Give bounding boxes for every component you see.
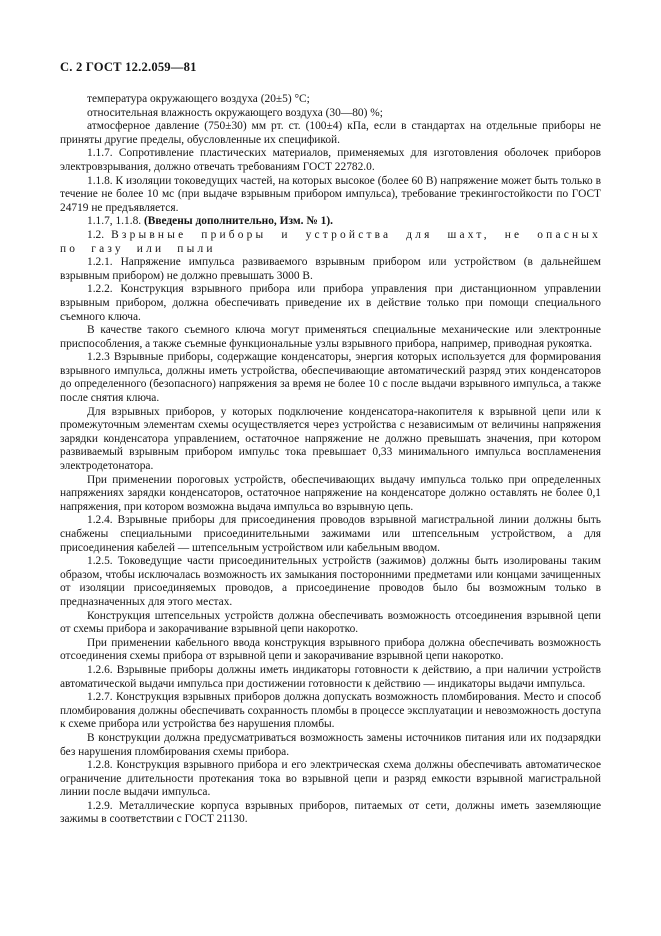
clause-1-2-3-note-1: Для взрывных приборов, у которых подключение конденсатора-накопителя к взрывной цепи или к промежуточным элементам схемы осуществляется через устройства с независимым от величины напряжения зарядки конденсатора управлением, остаточное напряжение не должно превышать значения, при котором развиваемый взрывным прибором импульс тока превышает 0,33 минимального импульса воспламенения электродетонатора. <box>60 405 601 473</box>
clause-1-2-7: 1.2.7. Конструкция взрывных приборов должна допускать возможность пломбирования. Место и способ пломбирования должны обеспечивать сохранность пломбы в процессе эксплуатации и невозможность доступа к схеме прибора или устройства без нарушения пломбы. <box>60 691 601 731</box>
clause-1-2-2-note: В качестве такого съемного ключа могут применяться специальные механические или электронные приспособления, а также съемные функциональные узлы взрывного прибора, например, приводная рукоятка. <box>60 324 601 350</box>
condition-pressure: атмосферное давление (750±30) мм рт. ст. (100±4) кПа, если в стандартах на отдельные приборы не приняты другие пределы, обусловленные их спецификой. <box>60 120 601 146</box>
clause-1-2-7-note: В конструкции должна предусматриваться возможность замены источников питания или их подзарядки без нарушения пломбирования схемы прибора. <box>60 731 601 758</box>
clause-1-2-9: 1.2.9. Металлические корпуса взрывных приборов, питаемых от сети, должны иметь заземляющие зажимы в соответствии с ГОСТ 21130. <box>60 799 601 826</box>
section-number: 1.2. <box>87 228 105 241</box>
section-title: Взрывные приборы и устройства для шахт, не опасных по газу или пыли <box>60 228 601 255</box>
clause-1-2-4: 1.2.4. Взрывные приборы для присоединения проводов взрывной магистральной линии должны быть снабжены специальными присоединительными зажимами или штепсельным устройством, а для присоединения кабелей — штепсельным устройством или кабельным вводом. <box>60 514 601 554</box>
condition-temperature: температура окружающего воздуха (20±5) °С; <box>87 93 310 105</box>
section-heading-1-2 <box>60 229 601 256</box>
clause-1-2-3-note-2: При применении пороговых устройств, обеспечивающих выдачу импульса только при определенных напряжениях зарядки конденсаторов, остаточное напряжение на конденсаторе должно оставлять не более 0,1 напряжения, при котором возможна выдача импульса во взрывную цепь. <box>60 473 601 513</box>
clause-1-1-8: 1.1.8. К изоляции токоведущих частей, на которых высокое (более 60 В) напряжение может быть только в течение не более 10 мс (при выдаче взрывным прибором импульса), требование трекингостойкости по ГОСТ 24719 не предъявляется. <box>60 174 601 214</box>
clause-1-2-6: 1.2.6. Взрывные приборы должны иметь индикаторы готовности к действию, а при наличии устройств автоматической выдачи импульса при достижении готовности к действию — индикаторы выдачи импульса. <box>60 663 601 690</box>
condition-humidity: относительная влажность окружающего воздуха (30—80) %; <box>87 106 383 119</box>
clause-1-2-5: 1.2.5. Токоведущие части присоединительных устройств (зажимов) должны быть изолированы таким образом, чтобы исключалась возможность их замыкания посторонними предметами или концами зачищенных от изоляции присоединяемых проводов, а присоединение проводов было бы возможным только в предназначенных для этого местах. <box>60 555 601 608</box>
clause-1-2-2: 1.2.2. Конструкция взрывного прибора или прибора управления при дистанционном управлении взрывным прибором, должна обеспечивать приведение их в действие только при помощи специального съемного ключа. <box>60 283 601 323</box>
clause-1-2-8: 1.2.8. Конструкция взрывного прибора и его электрическая схема должны обеспечивать автоматическое ограничение длительности протекания тока во взрывной цепи и разряд емкости взрывной магистральной линии после выдачи импульса. <box>60 759 601 799</box>
clause-1-2-3: 1.2.3 Взрывные приборы, содержащие конденсаторы, энергия которых используется для формирования взрывного импульса, должны иметь устройства, обеспечивающие автоматический разряд этих конденсаторов до определенного (безопасного) напряжения за время не более 10 с после выдачи взрывного импульса, а также после снятия ключа. <box>60 351 601 405</box>
clause-1-2-5-note-1: Конструкция штепсельных устройств должна обеспечивать возможность отсоединения взрывной цепи от схемы прибора и закорачивание взрывной цепи накоротко. <box>60 609 601 636</box>
amendment-note <box>60 215 601 229</box>
document-body <box>60 93 601 827</box>
clause-1-1-7: 1.1.7. Сопротивление пластических материалов, применяемых для изготовления оболочек приборов электровзрывания, должно отвечать требованиям ГОСТ 22782.0. <box>60 147 601 173</box>
clause-1-2-5-note-2: При применении кабельного ввода конструкция взрывного прибора должна обеспечивать возможность отсоединения схемы прибора от взрывной цепи и закорачивание взрывной цепи накоротко. <box>60 636 601 663</box>
clause-1-2-1: 1.2.1. Напряжение импульса развиваемого взрывным прибором или устройством (в дальнейшем взрывным прибором) не должно превышать 3000 В. <box>60 256 601 282</box>
amendment-clause-refs: 1.1.7, 1.1.8. <box>87 215 144 228</box>
page-header-running-title: С. 2 ГОСТ 12.2.059—81 <box>60 60 197 74</box>
amendment-bold-note: (Введены дополнительно, Изм. № 1). <box>143 215 333 228</box>
